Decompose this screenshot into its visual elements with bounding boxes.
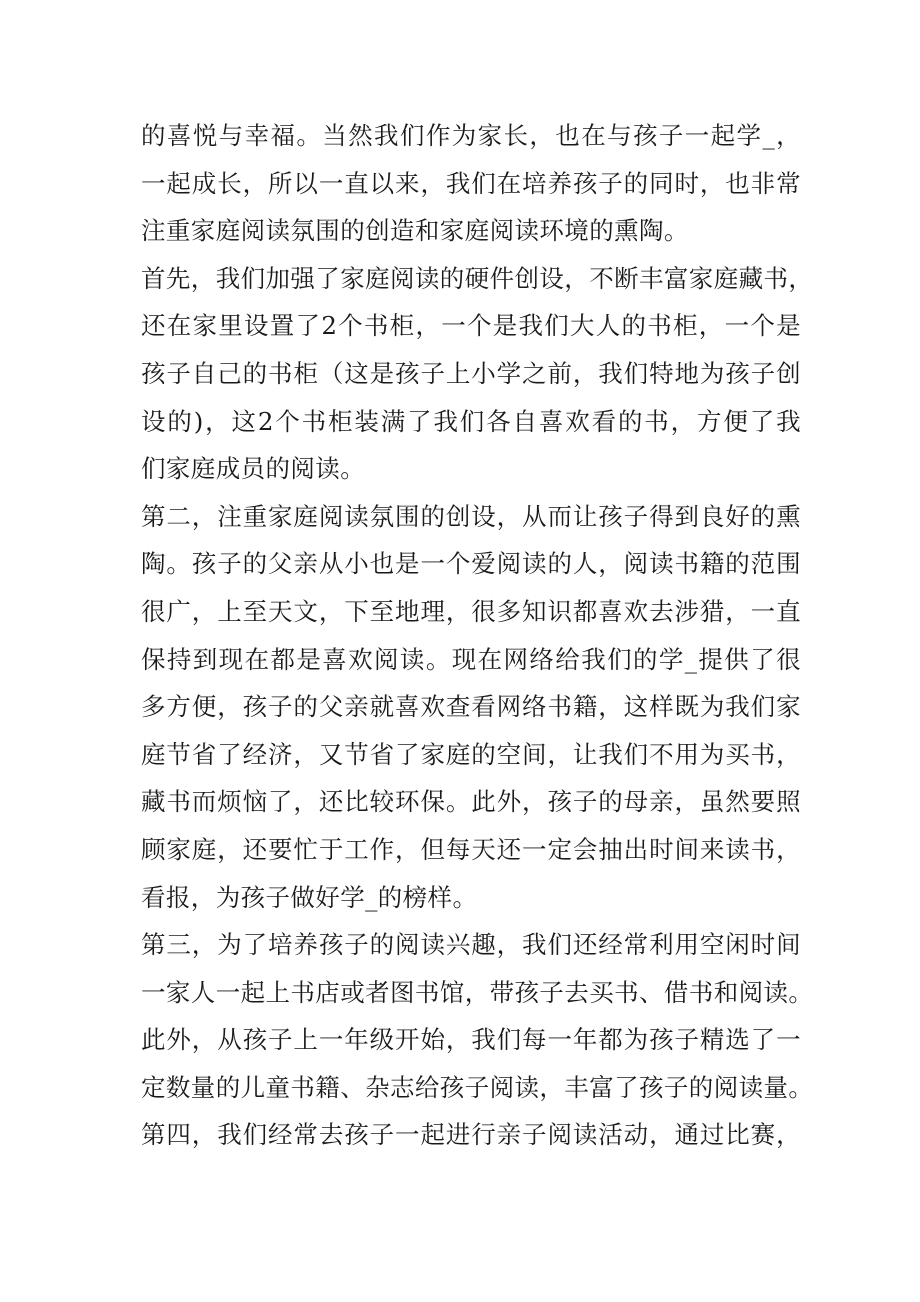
text-line: 的喜悦与幸福。当然我们作为家长，也在与孩子一起学_， <box>141 121 801 150</box>
text-line: 第三，为了培养孩子的阅读兴趣，我们还经常利用空闲时间 <box>141 930 801 960</box>
body-text <box>141 112 814 1159</box>
text-line: 一家人一起上书店或者图书馆，带孩子去买书、借书和阅读。 <box>141 977 814 1007</box>
text-line: 陶。孩子的父亲从小也是一个爱阅读的人，阅读书籍的范围 <box>141 549 801 579</box>
text-line: 设的)，这2个书柜装满了我们各自喜欢看的书，方便了我 <box>141 406 801 436</box>
text-line: 首先，我们加强了家庭阅读的硬件创设，不断丰富家庭藏书， <box>141 263 814 293</box>
text-line: 孩子自己的书柜（这是孩子上小学之前，我们特地为孩子创 <box>141 358 801 388</box>
text-line: 保持到现在都是喜欢阅读。现在网络给我们的学_提供了很 <box>141 644 801 674</box>
text-line: 注重家庭阅读氛围的创造和家庭阅读环境的熏陶。 <box>141 216 689 246</box>
text-line: 一起成长，所以一直以来，我们在培养孩子的同时，也非常 <box>141 168 801 198</box>
text-line: 第四，我们经常去孩子一起进行亲子阅读活动，通过比赛， <box>141 1120 801 1150</box>
text-line: 顾家庭，还要忙于工作，但每天还一定会抽出时间来读书， <box>141 834 801 864</box>
text-line: 此外，从孩子上一年级开始，我们每一年都为孩子精选了一 <box>141 1025 801 1055</box>
text-line: 庭节省了经济，又节省了家庭的空间，让我们不用为买书， <box>141 739 801 769</box>
text-line: 很广，上至天文，下至地理，很多知识都喜欢去涉猎，一直 <box>141 596 801 626</box>
text-line: 看报，为孩子做好学_的榜样。 <box>141 882 478 912</box>
text-line: 第二，注重家庭阅读氛围的创设，从而让孩子得到良好的熏 <box>141 501 801 531</box>
text-line: 藏书而烦恼了，还比较环保。此外，孩子的母亲，虽然要照 <box>141 787 801 817</box>
text-line: 定数量的儿童书籍、杂志给孩子阅读，丰富了孩子的阅读量。 <box>141 1072 814 1102</box>
text-line: 多方便，孩子的父亲就喜欢查看网络书籍，这样既为我们家 <box>141 692 801 722</box>
text-line: 们家庭成员的阅读。 <box>141 454 366 484</box>
text-line: 还在家里设置了2个书柜，一个是我们大人的书柜，一个是 <box>141 311 801 341</box>
